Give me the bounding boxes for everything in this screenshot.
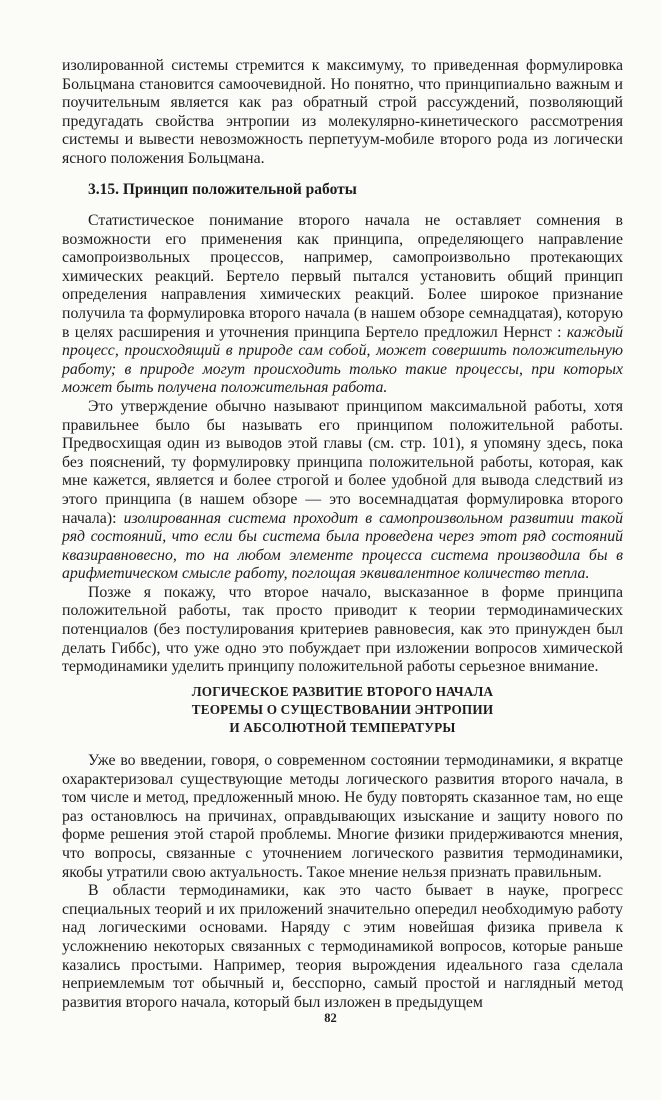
paragraph-2-text: Это утверждение обычно называют принципом максимальной работы, хотя правильнее было бы называть его принципом положительной работы. Предвосхищая один из выводов этой главы (см. стр. 101), я упомяну здесь, пока без пояснений, ту формулировку принципа положительной работы, которая, как мне кажется, является и более строгой и более удобной для вывода следствий из этого принципа (в нашем обзоре — это восемнадцатая формулировка второго начала): [62, 397, 623, 527]
paragraph-1-italic: каждый процесс, происходящий в природе сам собой, может совершить положительную работу; в природе могут происходить только такие процессы, при которых может быть получена положительная работа. [62, 323, 623, 397]
chapter-heading [62, 683, 623, 737]
section-title: 3.15. Принцип положительной работы [88, 181, 357, 198]
paragraph-0: изолированной системы стремится к максимуму, то приведенная формулировка Больцмана становится самоочевидной. Но понятно, что принципиально важным и поучительным является как раз обратный строй рассуждений, позволяющий предугадать свойства энтропии из молекулярно-кинетического рассмотрения системы и вывести невозможность перпетуум-мобиле второго рода из логически ясного положения Больцмана. [62, 57, 623, 167]
paragraph-1-text: Статистическое понимание второго начала не оставляет сомнения в возможности его применения как принципа, определяющего направление самопроизвольных процессов, например, самопроизвольно протекающих химических реакций. Бертело первый пытался установить общий принцип определения направления химических реакций. Более широкое признание получила та формулировка второго начала (в нашем обзоре семнадцатая), которую в целях расширения и уточнения принципа Бертело предложил Нернст : [62, 212, 623, 341]
paragraph-2 [62, 398, 623, 584]
paragraph-continuation [62, 57, 623, 169]
paragraph-5: В области термодинамики, как это часто бывает в науке, прогресс специальных теорий и их приложений значительно опередил необходимую работу над логическими основами. Наряду с этим новейшая физика привела к усложнению некоторых связанных с термодинамикой вопросов, которые раньше казались простыми. Например, теория вырождения идеального газа сделала неприемлемым тот обычный и, бесспорно, самый простой и наглядный метод развития второго начала, который был изложен в предыдущем [62, 882, 623, 1011]
paragraph-1 [62, 212, 623, 398]
page-number: 82 [324, 1011, 337, 1025]
chapter-heading-line-1: ЛОГИЧЕСКОЕ РАЗВИТИЕ ВТОРОГО НАЧАЛА [191, 684, 494, 699]
section-body [62, 212, 623, 677]
chapter-heading-line-3: И АБСОЛЮТНОЙ ТЕМПЕРАТУРЫ [229, 720, 456, 735]
chapter-body [62, 752, 623, 1012]
paragraph-2-italic: изолированная система проходит в самопроизвольном развитии такой ряд состояний, что если бы система была проведена через этот ряд состояний квазиравновесно, то на любом элементе процесса система производила бы в арифметическом смысле работу, поглощая эквивалентное количество тепла. [62, 509, 624, 583]
paragraph-4: Уже во введении, говоря, о современном состоянии термодинамики, я вкратце охарактеризовал существующие методы логического развития второго начала, в том числе и метод, предложенный мною. Не буду повторять сказанное там, но еще раз остановлюсь на причинах, оправдывающих изыскание и защиту нового по форме решения этой старой проблемы. Многие физики придерживаются мнения, что вопросы, связанные с уточнением логического развития термодинамики, якобы утратили свою актуальность. Такое мнение нельзя признать правильным. [62, 752, 623, 881]
paragraph-3: Позже я покажу, что второе начало, высказанное в форме принципа положительной работы, так просто приводит к теории термодинамических потенциалов (без постулирования критериев равновесия, как это принужден был делать Гиббс), что уже одно это побуждает при изложении вопросов химической термодинамики уделить принципу положительной работы серьезное внимание. [62, 583, 623, 676]
chapter-heading-line-2: ТЕОРЕМЫ О СУЩЕСТВОВАНИИ ЭНТРОПИИ [191, 702, 494, 717]
